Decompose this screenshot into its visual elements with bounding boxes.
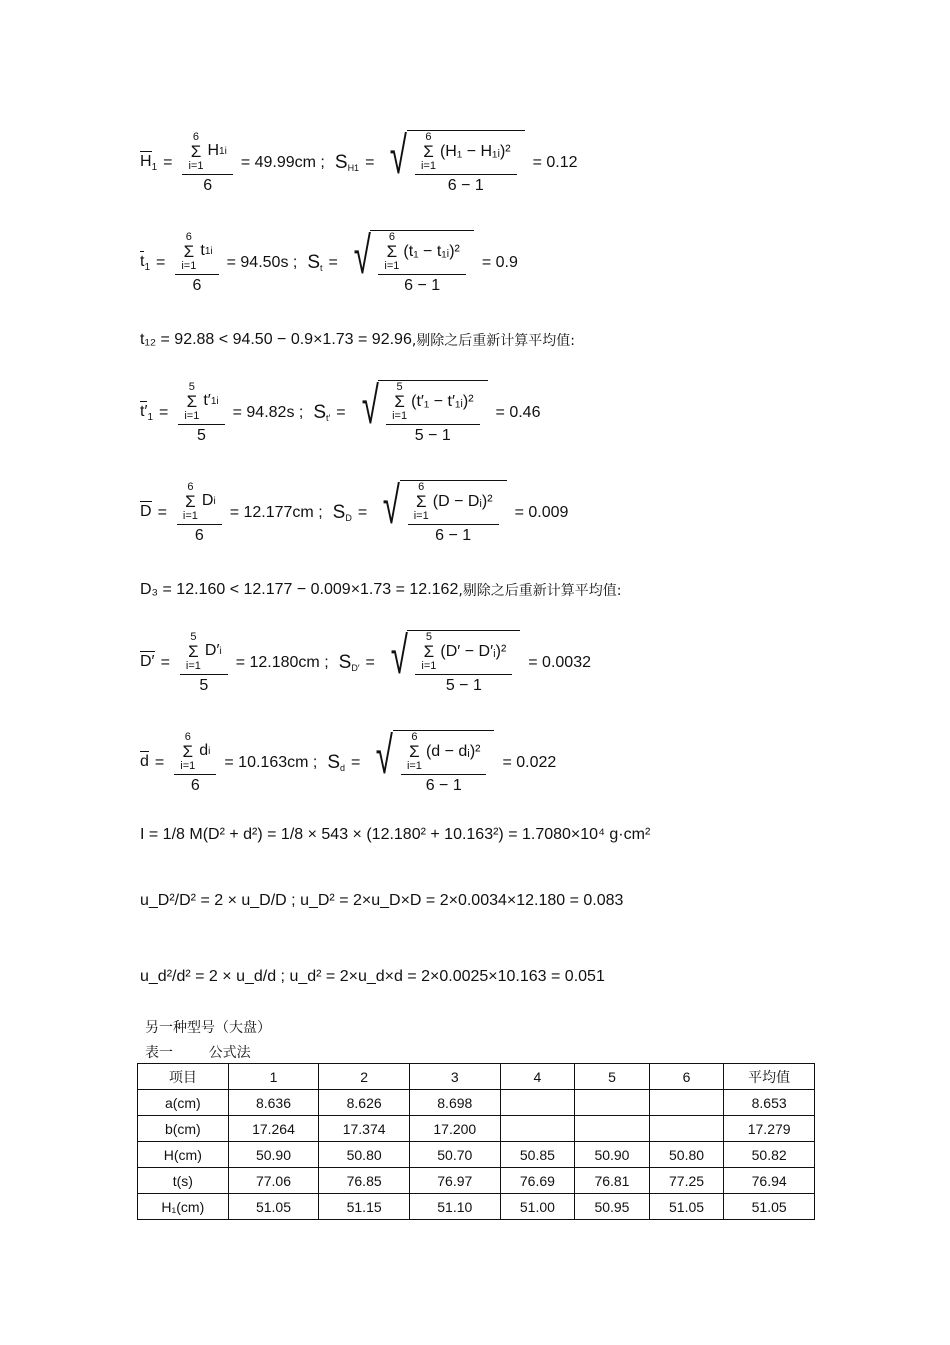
mean-symbol: $t'_1$ bbox=[140, 402, 154, 423]
sqrt-expression: √ 5 Σ i=1 (D′ − D′ᵢ)² 5 − 1 bbox=[385, 630, 520, 695]
table-cell bbox=[500, 1090, 575, 1116]
table-header-cell: 2 bbox=[319, 1064, 410, 1090]
table-row bbox=[138, 1168, 815, 1194]
table-header-cell: 1 bbox=[228, 1064, 319, 1090]
table-header-row bbox=[138, 1064, 815, 1090]
table-row bbox=[138, 1116, 815, 1142]
table-cell: 51.05 bbox=[228, 1194, 319, 1220]
formula-row-d bbox=[140, 727, 560, 795]
table-cell: 50.90 bbox=[228, 1142, 319, 1168]
std-dev-symbol: SD′ bbox=[338, 651, 360, 673]
table-cell: 76.94 bbox=[724, 1168, 815, 1194]
sqrt-expression: √ 6 Σ i=1 (D − Dᵢ)² 6 − 1 bbox=[377, 480, 506, 545]
moment-of-inertia-formula bbox=[140, 826, 650, 844]
std-dev-symbol: St′ bbox=[313, 401, 331, 423]
d3-inequality: D₃ = 12.160 < 12.177 − 0.009×1.73 = 12.162 bbox=[140, 581, 459, 598]
uD-equation: u_D²/D² = 2 × u_D/D ; u_D² = 2×u_D×D = 2×0.0034×12.180 = 0.083 bbox=[140, 892, 624, 909]
equals-sign: = bbox=[328, 253, 338, 271]
table-cell: 17.264 bbox=[228, 1116, 319, 1142]
table-cell: 50.70 bbox=[409, 1142, 500, 1168]
table-cell: 8.698 bbox=[409, 1090, 500, 1116]
sqrt-expression: √ 6 Σ i=1 (H₁ − H₁ᵢ)² 6 − 1 bbox=[384, 130, 524, 195]
std-dev-result: = 0.9 bbox=[481, 253, 518, 271]
table-cell: 50.85 bbox=[500, 1142, 575, 1168]
mean-fraction: 6 Σ i=1 d i 6 bbox=[174, 731, 216, 795]
table-cell: 50.90 bbox=[575, 1142, 650, 1168]
ud-equation: u_d²/d² = 2 × u_d/d ; u_d² = 2×u_d×d = 2×0.0025×10.163 = 0.051 bbox=[140, 968, 605, 985]
mean-fraction: 5 Σ i=1 D′ i 5 bbox=[180, 631, 228, 695]
mean-symbol: $t_1$ bbox=[140, 252, 151, 273]
table-header-cell: 5 bbox=[575, 1064, 650, 1090]
table-cell: 51.10 bbox=[409, 1194, 500, 1220]
table-cell: 51.05 bbox=[649, 1194, 724, 1220]
equals-sign: = bbox=[154, 753, 165, 771]
table-cell: 50.82 bbox=[724, 1142, 815, 1168]
t12-outlier-check bbox=[140, 330, 575, 350]
d3-note: ,剔除之后重新计算平均值: bbox=[458, 583, 622, 599]
formula-row-t1p bbox=[140, 377, 544, 445]
table-cell: 77.25 bbox=[649, 1168, 724, 1194]
uD-formula bbox=[140, 892, 623, 910]
equals-sign: = bbox=[365, 653, 375, 671]
mean-result: = 49.99cm ; bbox=[240, 153, 325, 171]
table-row bbox=[138, 1194, 815, 1220]
mean-symbol: d bbox=[140, 752, 149, 770]
table-header-cell: 4 bbox=[500, 1064, 575, 1090]
equals-sign: = bbox=[163, 153, 173, 171]
table-cell: 76.85 bbox=[319, 1168, 410, 1194]
formula-row-t1 bbox=[140, 227, 522, 295]
equals-sign: = bbox=[156, 253, 166, 271]
equals-sign: = bbox=[159, 403, 169, 421]
mean-fraction: 6 Σ i=1 H 1i 6 bbox=[182, 131, 232, 195]
mean-symbol: $H_1$ bbox=[140, 152, 158, 173]
table-cell: a(cm) bbox=[138, 1090, 229, 1116]
formula-row-Dp bbox=[140, 627, 595, 695]
inertia-equation: I = 1/8 M(D² + d²) = 1/8 × 543 × (12.180² + 10.163²) = 1.7080×10⁴ g·cm² bbox=[140, 826, 651, 843]
table-cell: 50.80 bbox=[649, 1142, 724, 1168]
table-header-cell: 6 bbox=[649, 1064, 724, 1090]
sqrt-expression: √ 6 Σ i=1 (t₁ − t₁ᵢ)² 6 − 1 bbox=[348, 230, 474, 295]
t12-note: ,剔除之后重新计算平均值: bbox=[411, 333, 576, 349]
std-dev-result: = 0.12 bbox=[532, 153, 578, 171]
mean-result: = 94.50s ; bbox=[226, 253, 298, 271]
table-header-cell: 平均值 bbox=[724, 1064, 815, 1090]
table-row bbox=[138, 1090, 815, 1116]
mean-fraction: 6 Σ i=1 t 1i 6 bbox=[175, 231, 218, 295]
mean-result: = 12.177cm ; bbox=[229, 503, 323, 521]
ud-formula bbox=[140, 968, 605, 986]
equals-sign: = bbox=[157, 503, 167, 521]
table-cell: 76.97 bbox=[409, 1168, 500, 1194]
table-cell: 17.374 bbox=[319, 1116, 410, 1142]
table-header-cell: 3 bbox=[409, 1064, 500, 1090]
std-dev-result: = 0.022 bbox=[502, 753, 557, 771]
table-cell: H₁(cm) bbox=[138, 1194, 229, 1220]
table-caption: 表一 公式法 bbox=[145, 1045, 251, 1061]
mean-symbol: D′ bbox=[140, 652, 155, 670]
equals-sign: = bbox=[357, 503, 368, 521]
mean-result: = 94.82s ; bbox=[232, 403, 304, 421]
mean-result: = 12.180cm ; bbox=[235, 653, 329, 671]
table-cell: 8.653 bbox=[724, 1090, 815, 1116]
equals-sign: = bbox=[160, 653, 170, 671]
std-dev-result: = 0.0032 bbox=[528, 653, 591, 671]
table-row bbox=[138, 1142, 815, 1168]
mean-result: = 10.163cm ; bbox=[224, 753, 318, 771]
equals-sign: = bbox=[351, 753, 361, 771]
table-cell: 77.06 bbox=[228, 1168, 319, 1194]
table-header-cell: 项目 bbox=[138, 1064, 229, 1090]
formula-row-h1 bbox=[140, 127, 582, 195]
table-cell bbox=[500, 1116, 575, 1142]
table-cell: 8.636 bbox=[228, 1090, 319, 1116]
mean-fraction: 6 Σ i=1 D i 6 bbox=[177, 481, 222, 545]
std-dev-symbol: SH1 bbox=[334, 151, 360, 173]
table-cell: 51.00 bbox=[500, 1194, 575, 1220]
table-cell: 17.279 bbox=[724, 1116, 815, 1142]
table-cell bbox=[649, 1116, 724, 1142]
table-cell: 76.81 bbox=[575, 1168, 650, 1194]
sqrt-expression: √ 6 Σ i=1 (d − dᵢ)² 6 − 1 bbox=[370, 730, 494, 795]
table-body bbox=[138, 1090, 815, 1220]
std-dev-result: = 0.009 bbox=[514, 503, 569, 521]
equals-sign: = bbox=[365, 153, 375, 171]
data-table bbox=[137, 1063, 815, 1220]
d3-outlier-check bbox=[140, 580, 622, 600]
equals-sign: = bbox=[336, 403, 346, 421]
std-dev-symbol: Sd bbox=[327, 751, 346, 773]
table-cell: 8.626 bbox=[319, 1090, 410, 1116]
table-cell bbox=[575, 1116, 650, 1142]
table-cell bbox=[575, 1090, 650, 1116]
table-cell bbox=[649, 1090, 724, 1116]
std-dev-symbol: St bbox=[307, 251, 323, 273]
table-cell: H(cm) bbox=[138, 1142, 229, 1168]
table-cell: 17.200 bbox=[409, 1116, 500, 1142]
mean-symbol: D bbox=[140, 502, 152, 520]
table-cell: 50.95 bbox=[575, 1194, 650, 1220]
table-cell: b(cm) bbox=[138, 1116, 229, 1142]
section-title: 另一种型号（大盘） bbox=[145, 1020, 271, 1036]
table-cell: t(s) bbox=[138, 1168, 229, 1194]
t12-inequality: t₁₂ = 92.88 < 94.50 − 0.9×1.73 = 92.96 bbox=[140, 331, 412, 348]
formula-row-D bbox=[140, 477, 572, 545]
std-dev-symbol: SD bbox=[332, 501, 352, 523]
sqrt-expression: √ 5 Σ i=1 (t′₁ − t′₁ᵢ)² 5 − 1 bbox=[356, 380, 488, 445]
mean-fraction: 5 Σ i=1 t′ 1i 5 bbox=[178, 381, 224, 445]
table-cell: 76.69 bbox=[500, 1168, 575, 1194]
table-cell: 51.05 bbox=[724, 1194, 815, 1220]
table-cell: 50.80 bbox=[319, 1142, 410, 1168]
table-cell: 51.15 bbox=[319, 1194, 410, 1220]
std-dev-result: = 0.46 bbox=[495, 403, 541, 421]
